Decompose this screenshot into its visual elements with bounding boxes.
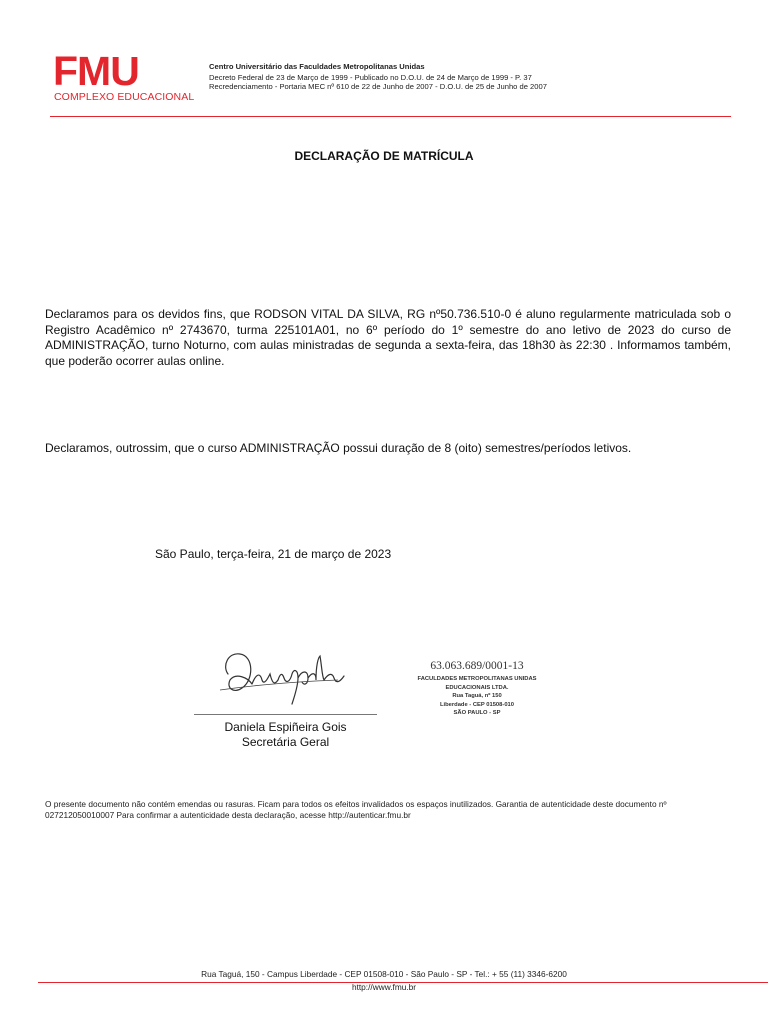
signature-line (194, 714, 377, 715)
authenticity-footnote: O presente documento não contém emendas ou rasuras. Ficam para todos os efeitos invalidados os espaços inutilizados. Garantia de autenticidade deste documento nº 027212050010007 Para confirmar a autenticidade desta declaração, acesse http://autenticar.fmu.br (45, 799, 667, 820)
institution-name: Centro Universitário das Faculdades Metropolitanas Unidas (209, 62, 425, 71)
enrollment-paragraph: Declaramos para os devidos fins, que RODSON VITAL DA SILVA, RG nº50.736.510-0 é aluno regularmente matriculada sob o Registro Acadêmico nº 2743670, turma 225101A01, no 6º período do 1º semestre do ano letivo de 2023 do curso de ADMINISTRAÇÃO, turno Noturno, com aulas ministradas de segunda a sexta-feira, das 18h30 às 22:30 . Informamos também, que poderão ocorrer aulas online. (45, 307, 731, 368)
fmu-logo: FMU (53, 48, 139, 94)
place-date: São Paulo, terça-feira, 21 de março de 2023 (155, 547, 392, 561)
stamp-line: SÃO PAULO - SP (453, 710, 501, 717)
duration-paragraph: Declaramos, outrossim, que o curso ADMINISTRAÇÃO possui duração de 8 (oito) semestres/períodos letivos. (45, 441, 632, 455)
handwritten-signature (218, 644, 358, 706)
stamp-line: EDUCACIONAIS LTDA. (445, 684, 509, 691)
accreditation-line: Recredenciamento - Portaria MEC nº 610 de 22 de Junho de 2007 - D.O.U. de 25 de Junho de 2007 (209, 82, 547, 91)
logo-subtitle: COMPLEXO EDUCACIONAL (54, 91, 195, 103)
document-title: DECLARAÇÃO DE MATRÍCULA (294, 149, 474, 163)
footer-website-link[interactable]: http://www.fmu.br (351, 982, 417, 992)
stamp-cnpj: 63.063.689/0001-13 (430, 660, 524, 672)
stamp-line: Rua Taguá, nº 150 (452, 693, 502, 700)
header-divider (50, 116, 731, 117)
company-stamp (412, 675, 542, 718)
stamp-line: FACULDADES METROPOLITANAS UNIDAS (417, 676, 537, 682)
signer-name: Daniela Espiñeira Gois (224, 720, 347, 734)
signer-role: Secretária Geral (241, 735, 330, 749)
stamp-line: Liberdade - CEP 01508-010 (439, 701, 514, 708)
decree-line: Decreto Federal de 23 de Março de 1999 - Publicado no D.O.U. de 24 de Março de 1999 - P. 37 (209, 73, 532, 82)
footer-address: Rua Taguá, 150 - Campus Liberdade - CEP 01508-010 - São Paulo - SP - Tel.: + 55 (11) 3346-6200 (201, 969, 567, 979)
